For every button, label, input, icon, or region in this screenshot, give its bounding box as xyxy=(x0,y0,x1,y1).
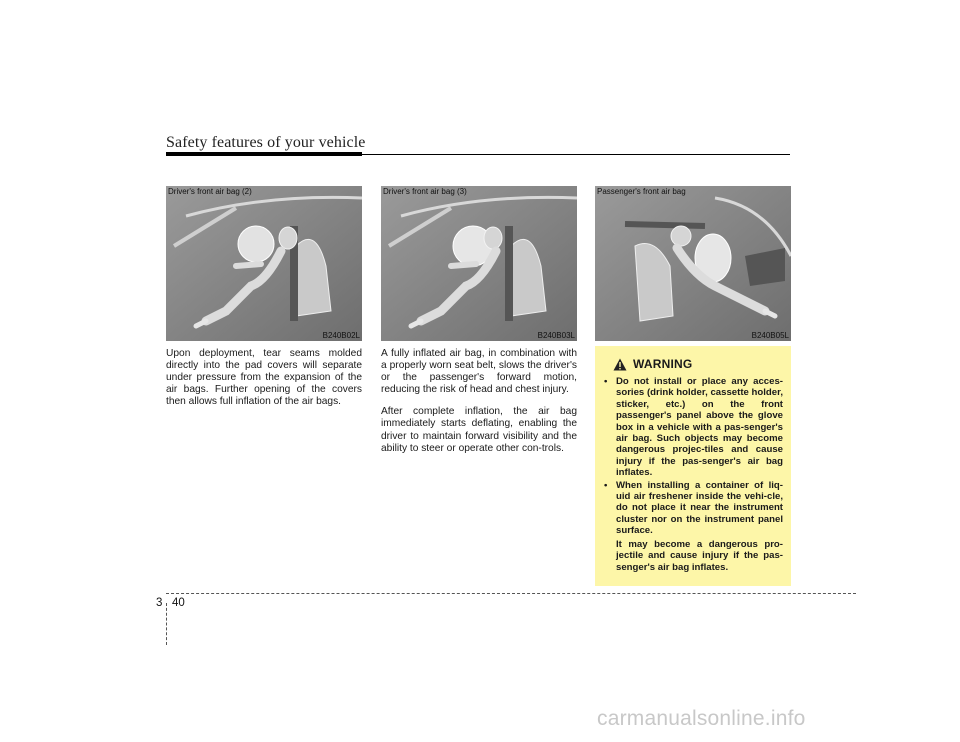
column-2-text xyxy=(381,348,577,465)
chapter-number: 3 xyxy=(156,597,163,609)
figure-code: B240B05L xyxy=(751,331,789,340)
watermark: carmanualsonline.info xyxy=(597,707,806,730)
warning-triangle-icon xyxy=(613,358,627,371)
page-number: 40 xyxy=(172,597,185,609)
paragraph: A fully inflated air bag, in combination with a properly worn seat belt, slows the driver's or the passenger's forward motion, reducing the risk of head and chest injury. xyxy=(381,348,577,396)
bullet: • xyxy=(604,479,608,491)
column-1-text xyxy=(166,348,362,418)
driver-airbag-illustration xyxy=(166,186,362,341)
warning-item-continuation: It may become a dangerous pro-jectile and cause injury if the pas-senger's air bag inflates. xyxy=(616,538,783,573)
bullet: • xyxy=(604,376,608,387)
paragraph: Upon deployment, tear seams molded directly into the pad covers will separate under pressure from the expansion of the air bags. Further opening of the covers then allows full inflation of the air bags. xyxy=(166,348,362,408)
warning-title: WARNING xyxy=(633,357,693,371)
figure-caption: Driver's front air bag (3) xyxy=(383,187,467,196)
warning-item-text: Do not install or place any acces-sories (drink holder, cassette holder, sticker, etc.) on the front passenger's panel above the glove box in a vehicle with a pas-senger's air bag. Such objects may become dangerous projec-tiles and cause injury if the pas-senger's air bag inflates. xyxy=(616,376,783,479)
warning-box xyxy=(595,346,791,586)
warning-item xyxy=(603,480,783,573)
footer-divider xyxy=(166,603,167,645)
passenger-airbag-illustration xyxy=(595,186,791,341)
warning-item xyxy=(603,376,783,479)
figure-code: B240B03L xyxy=(537,331,575,340)
warning-list xyxy=(603,376,783,573)
figure-code: B240B02L xyxy=(322,331,360,340)
warning-item-text: When installing a container of liq-uid air freshener inside the vehi-cle, do not place it near the instrument cluster nor on the instrument panel surface. xyxy=(616,479,783,537)
figure-caption: Driver's front air bag (2) xyxy=(168,187,252,196)
paragraph: After complete inflation, the air bag immediately starts deflating, enabling the driver to maintain forward visibility and the ability to steer or operate other con-trols. xyxy=(381,406,577,454)
driver-airbag-inflated-illustration xyxy=(381,186,577,341)
footer-rule xyxy=(166,593,856,594)
warning-header xyxy=(613,356,783,372)
section-title: Safety features of your vehicle xyxy=(166,134,366,151)
figure-driver-airbag-2 xyxy=(166,186,362,341)
figure-caption: Passenger's front air bag xyxy=(597,187,686,196)
figure-driver-airbag-3 xyxy=(381,186,577,341)
header-accent-bar xyxy=(166,152,362,156)
figure-passenger-airbag xyxy=(595,186,791,341)
